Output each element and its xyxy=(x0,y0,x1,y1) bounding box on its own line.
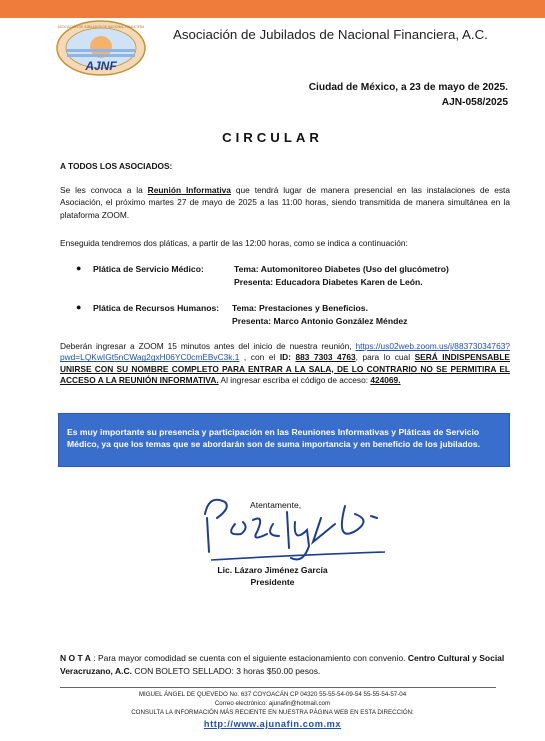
zoom-warning: SERÁ INDISPENSABLE UNIRSE CON SU NOMBRE COMPLETO PARA ENTRAR A LA SALA, DE LO CONTRARIO NO SE PERMITIRA EL ACCESO A LA REUNIÓN INFORMATIVA. xyxy=(60,352,510,385)
zoom-id-label: ID: xyxy=(279,352,296,363)
meeting-name: Reunión Informativa xyxy=(147,185,231,195)
zoom-code-pre: Al ingresar escriba el código de acceso: xyxy=(218,374,371,385)
organization-name: Asociación de Jubilados de Nacional Financiera, A.C. xyxy=(173,27,488,42)
date-block xyxy=(309,80,508,110)
top-accent-bar xyxy=(0,0,545,18)
intro-pre: Se les convoca a la xyxy=(60,185,148,195)
talk-topic: Tema: Automonitoreo Diabetes (Uso del glucómetro) xyxy=(234,264,449,274)
nota-place: Centro Cultural y Social Veracruzano, A.C. xyxy=(60,653,505,676)
document-title: CIRCULAR xyxy=(222,130,323,145)
reference-number: AJN-058/2025 xyxy=(441,97,508,108)
signatory-name: Lic. Lázaro Jiménez García xyxy=(217,565,328,575)
zoom-id: 883 7303 4763 xyxy=(295,352,356,363)
logo-ring-text: ASOCIACIÓN DE JUBILADOS DE NACIONAL FINANCIERA xyxy=(57,25,145,29)
footer xyxy=(0,690,545,731)
zoom-link[interactable]: https://us02web.zoom.us/j/88373034763?pwd=LQKwIGt5nCWag2gxH06YC0cmEBvC3k.1 xyxy=(60,341,510,363)
talk-topic: Tema: Prestaciones y Beneficios. xyxy=(232,303,368,313)
footer-divider xyxy=(60,687,496,688)
zoom-mid: , para lo cual xyxy=(355,352,415,363)
nota-text: : Para mayor comodidad se cuenta con el siguiente estacionamiento con convenio. xyxy=(90,653,408,663)
nota-text-2: CON BOLETO SELLADO: 3 horas $50.00 pesos. xyxy=(131,666,321,676)
signatory xyxy=(0,564,545,588)
intro-paragraph xyxy=(60,184,510,221)
bullet-icon: ● xyxy=(76,302,82,312)
signatory-role: Presidente xyxy=(250,577,295,587)
place-date: Ciudad de México, a 23 de mayo de 2025. xyxy=(308,82,508,93)
talk-presenter: Presenta: Marco Antonio González Méndez xyxy=(232,316,408,326)
closing-text: Atentamente, xyxy=(250,500,302,510)
salutation: A TODOS LOS ASOCIADOS: xyxy=(60,161,173,171)
zoom-after-link: , con el xyxy=(239,352,276,363)
talk-presenter: Presenta: Educadora Diabetes Karen de León. xyxy=(234,277,423,287)
footer-website-link[interactable]: http://www.ajunafin.com.mx xyxy=(203,718,342,729)
footer-address: MIGUEL ÁNGEL DE QUEVEDO No. 637 COYOACÁN CP 04320 55-55-54-09-54 55-55-54-57-04 xyxy=(138,691,407,698)
nota-paragraph xyxy=(60,652,510,678)
zoom-paragraph xyxy=(60,341,510,386)
zoom-code: 424069. xyxy=(370,374,401,385)
importance-notice: Es muy importante su presencia y participación en las Reuniones Informativas y Pláticas de Servicio Médico, ya que los temas que se abordarán son de suma importancia y en beneficio de los jubilados. xyxy=(58,413,510,467)
ajnf-logo xyxy=(55,19,147,77)
talks-intro: Enseguida tendremos dos pláticas, a partir de las 12:00 horas, como se indica a continuación: xyxy=(60,238,408,248)
intro-post: que tendrá lugar de manera presencial en las instalaciones de esta Asociación, el próximo martes 27 de mayo de 2025 a las 11:00 horas, siendo transmitida de manera simultánea en la plataforma ZOOM. xyxy=(60,185,510,220)
footer-email: Correo electrónico: ajunafin@hotmail.com xyxy=(214,700,331,708)
talk-name: Plática de Servicio Médico: xyxy=(93,264,204,274)
bullet-icon: ● xyxy=(76,263,82,273)
footer-info: CONSULTA LA INFORMACIÓN MÁS RECIENTE EN NUESTRA PÁGINA WEB EN ESTA DIRECCIÓN: xyxy=(131,709,414,717)
zoom-pre: Deberán ingresar a ZOOM 15 minutos antes del inicio de nuestra reunión, xyxy=(60,341,352,351)
logo-text: AJNF xyxy=(85,59,117,73)
talk-name: Plática de Recursos Humanos: xyxy=(93,303,220,313)
handwritten-signature xyxy=(195,484,395,574)
nota-label: N O T A xyxy=(60,653,91,663)
